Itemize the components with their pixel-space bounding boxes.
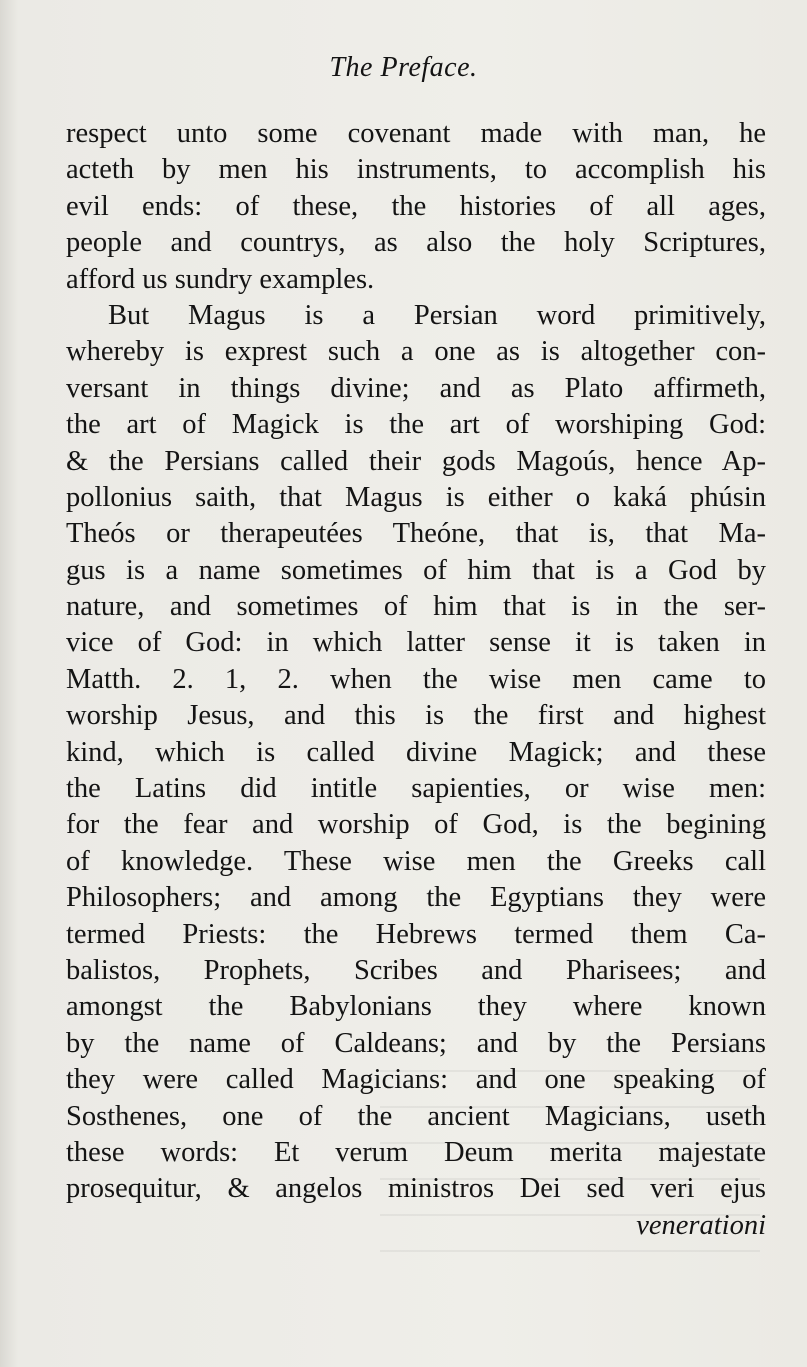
text-line: they were called Magicians: and one speaking of: [66, 1064, 766, 1096]
text-line: & the Persians called their gods Magoús, hence Ap-: [66, 445, 766, 477]
text-line: the Latins did intitle sapienties, or wise men:: [66, 773, 766, 805]
text-line: prosequitur, & angelos ministros Dei sed veri ejus: [66, 1173, 766, 1205]
text-line: people and countrys, as also the holy Scriptures,: [66, 227, 766, 259]
text-line: the art of Magick is the art of worshiping God:: [66, 409, 766, 441]
text-line: afford us sundry examples.: [66, 263, 375, 295]
show-through-shadow: [380, 1070, 760, 1270]
text-line: termed Priests: the Hebrews termed them Ca-: [66, 918, 766, 950]
text-line: Philosophers; and among the Egyptians they were: [66, 882, 766, 914]
text-line: Matth. 2. 1, 2. when the wise men came to: [66, 663, 766, 695]
text-line: evil ends: of these, the histories of all ages,: [66, 190, 766, 222]
text-line: these words: Et verum Deum merita majestate: [66, 1136, 766, 1168]
text-line: pollonius saith, that Magus is either o kaká phúsin: [66, 481, 766, 513]
text-line: worship Jesus, and this is the first and highest: [66, 700, 766, 732]
text-line: acteth by men his instruments, to accomplish his: [66, 154, 766, 186]
text-line: of knowledge. These wise men the Greeks call: [66, 845, 766, 877]
text-line: whereby is exprest such a one as is altogether con-: [66, 336, 766, 368]
catchword: venerationi: [636, 1209, 766, 1241]
text-line: versant in things divine; and as Plato affirmeth,: [66, 372, 766, 404]
text-line: by the name of Caldeans; and by the Persians: [66, 1027, 766, 1059]
text-line: balistos, Prophets, Scribes and Pharisees; and: [66, 954, 766, 986]
running-head: The Preface.: [329, 52, 478, 83]
text-line: respect unto some covenant made with man, he: [66, 118, 766, 149]
text-line: vice of God: in which latter sense it is taken in: [66, 627, 766, 659]
text-line: Sosthenes, one of the ancient Magicians, useth: [66, 1100, 766, 1132]
text-line: for the fear and worship of God, is the begining: [66, 809, 766, 841]
text-line: amongst the Babylonians they where known: [66, 991, 766, 1023]
text-line: nature, and sometimes of him that is in the ser-: [66, 591, 766, 623]
text-line: gus is a name sometimes of him that is a God by: [66, 554, 766, 586]
text-line: kind, which is called divine Magick; and these: [66, 736, 766, 768]
text-line: But Magus is a Persian word primitively,: [108, 299, 766, 331]
text-line: Theós or therapeutées Theóne, that is, that Ma-: [66, 518, 766, 550]
